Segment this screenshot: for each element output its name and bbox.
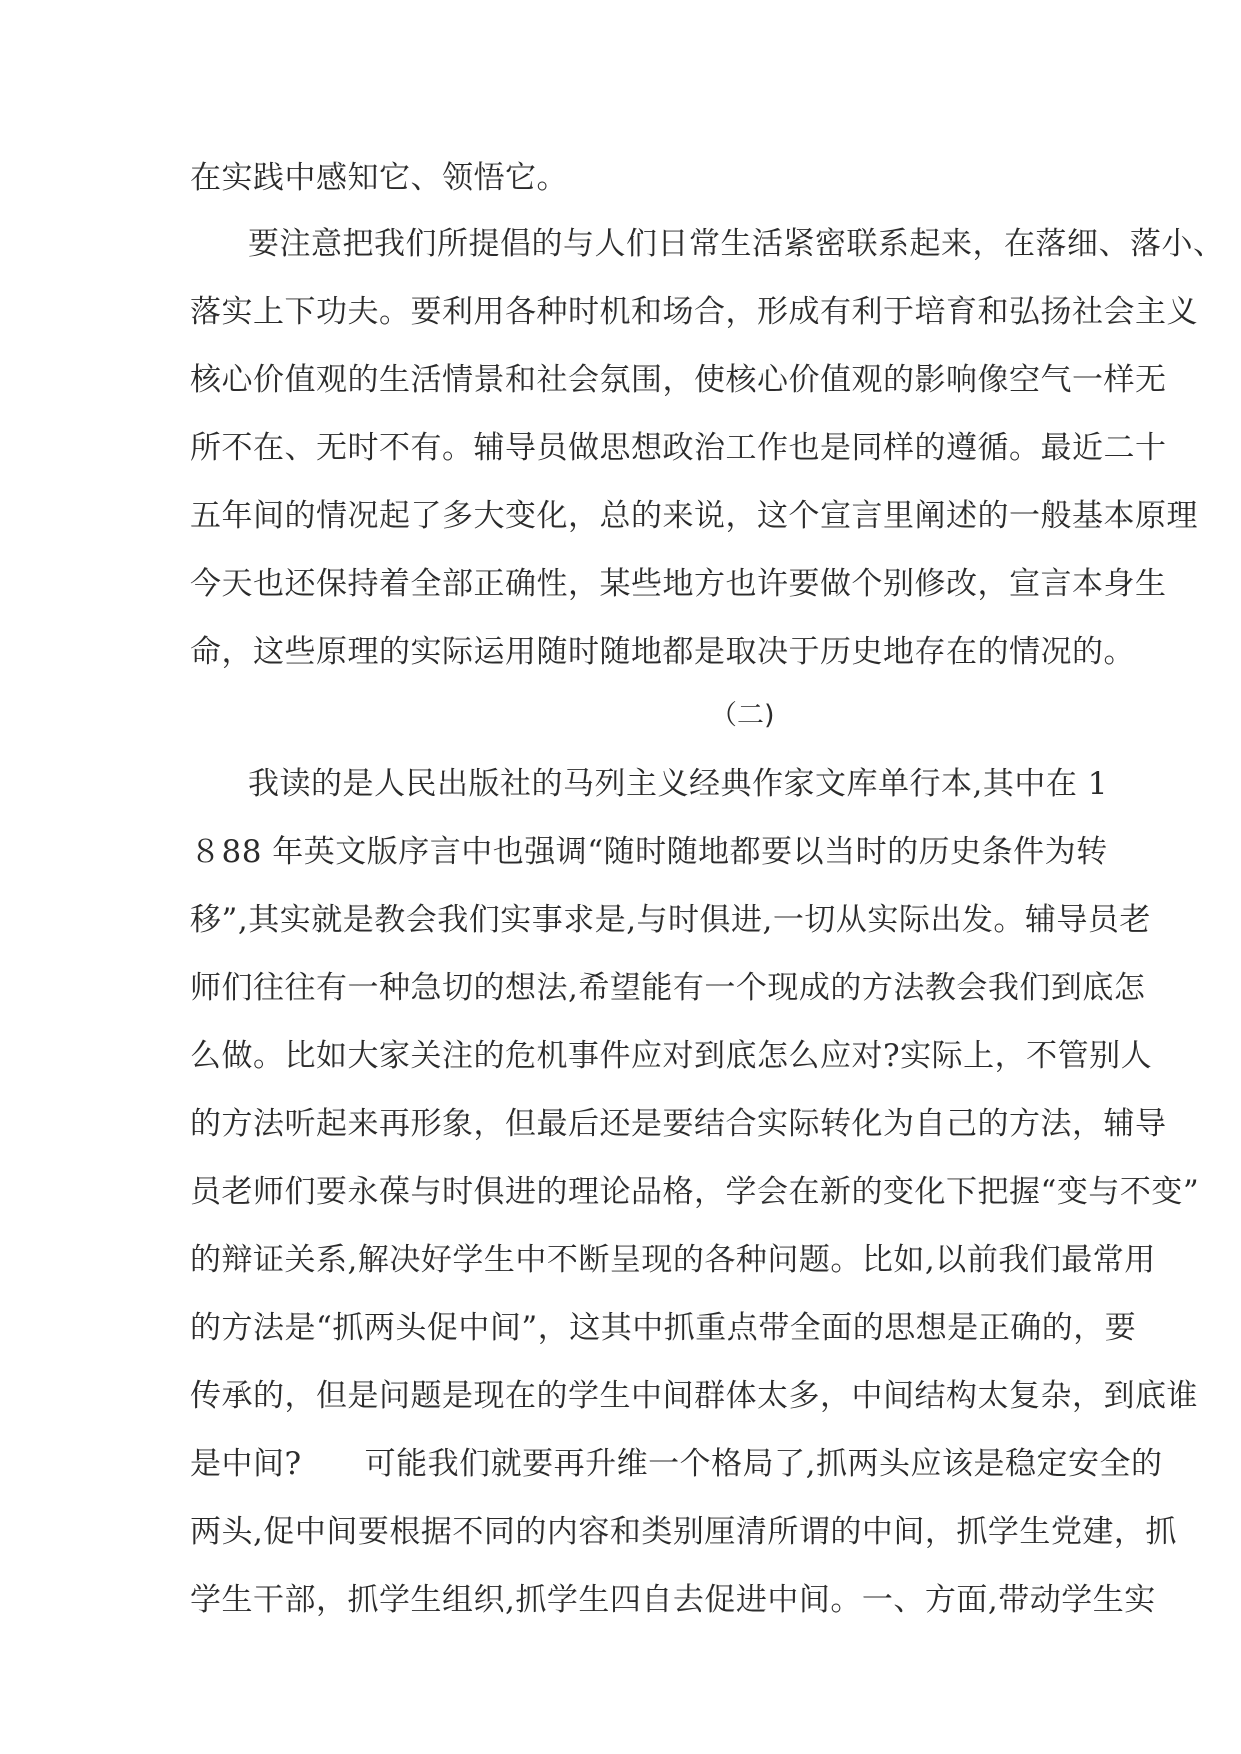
paragraph-line: 我读的是人民出版社的马列主义经典作家文库单行本,其中在 1	[248, 766, 1108, 802]
paragraph-line: 所不在、无时不有。辅导员做思想政治工作也是同样的遵循。最近二十	[190, 430, 1167, 466]
paragraph-line: 的方法听起来再形象，但最后还是要结合实际转化为自己的方法，辅导	[190, 1106, 1167, 1142]
paragraph-line: 五年间的情况起了多大变化，总的来说，这个宣言里阐述的一般基本原理	[190, 498, 1198, 534]
paragraph-line: 师们往往有一种急切的想法,希望能有一个现成的方法教会我们到底怎	[190, 970, 1146, 1006]
paragraph-line: 移”,其实就是教会我们实事求是,与时俱进,一切从实际出发。辅导员老	[190, 902, 1151, 938]
paragraph-line: 么做。比如大家关注的危机事件应对到底怎么应对?实际上，不管别人	[190, 1038, 1153, 1074]
paragraph-line: 核心价值观的生活情景和社会氛围，使核心价值观的影响像空气一样无	[190, 362, 1167, 398]
paragraph-line: 是中间? 可能我们就要再升维一个格局了,抓两头应该是稳定安全的	[190, 1446, 1163, 1482]
paragraph-line: 两头,促中间要根据不同的内容和类别厘清所谓的中间，抓学生党建，抓	[190, 1514, 1177, 1550]
paragraph-line: 今天也还保持着全部正确性，某些地方也许要做个别修改，宣言本身生	[190, 566, 1167, 602]
section-heading: （二)	[710, 700, 775, 731]
paragraph-line: 的辩证关系,解决好学生中不断呈现的各种问题。比如,以前我们最常用	[190, 1242, 1156, 1278]
paragraph-line: 的方法是“抓两头促中间”，这其中抓重点带全面的思想是正确的，要	[190, 1310, 1137, 1346]
paragraph-line: 命，这些原理的实际运用随时随地都是取决于历史地存在的情况的。	[190, 634, 1135, 670]
paragraph-line: 要注意把我们所提倡的与人们日常生活紧密联系起来，在落细、落小、	[248, 226, 1225, 262]
paragraph-line: 学生干部，抓学生组织,抓学生四自去促进中间。一、方面,带动学生实	[190, 1582, 1156, 1618]
paragraph-line: 传承的，但是问题是现在的学生中间群体太多，中间结构太复杂，到底谁	[190, 1378, 1198, 1414]
paragraph-line: ８88 年英文版序言中也强调“随时随地都要以当时的历史条件为转	[190, 834, 1108, 870]
paragraph-line: 员老师们要永葆与时俱进的理论品格，学会在新的变化下把握“变与不变”	[190, 1174, 1200, 1210]
paragraph-line: 落实上下功夫。要利用各种时机和场合，形成有利于培育和弘扬社会主义	[190, 294, 1198, 330]
paragraph-line: 在实践中感知它、领悟它。	[190, 160, 568, 196]
